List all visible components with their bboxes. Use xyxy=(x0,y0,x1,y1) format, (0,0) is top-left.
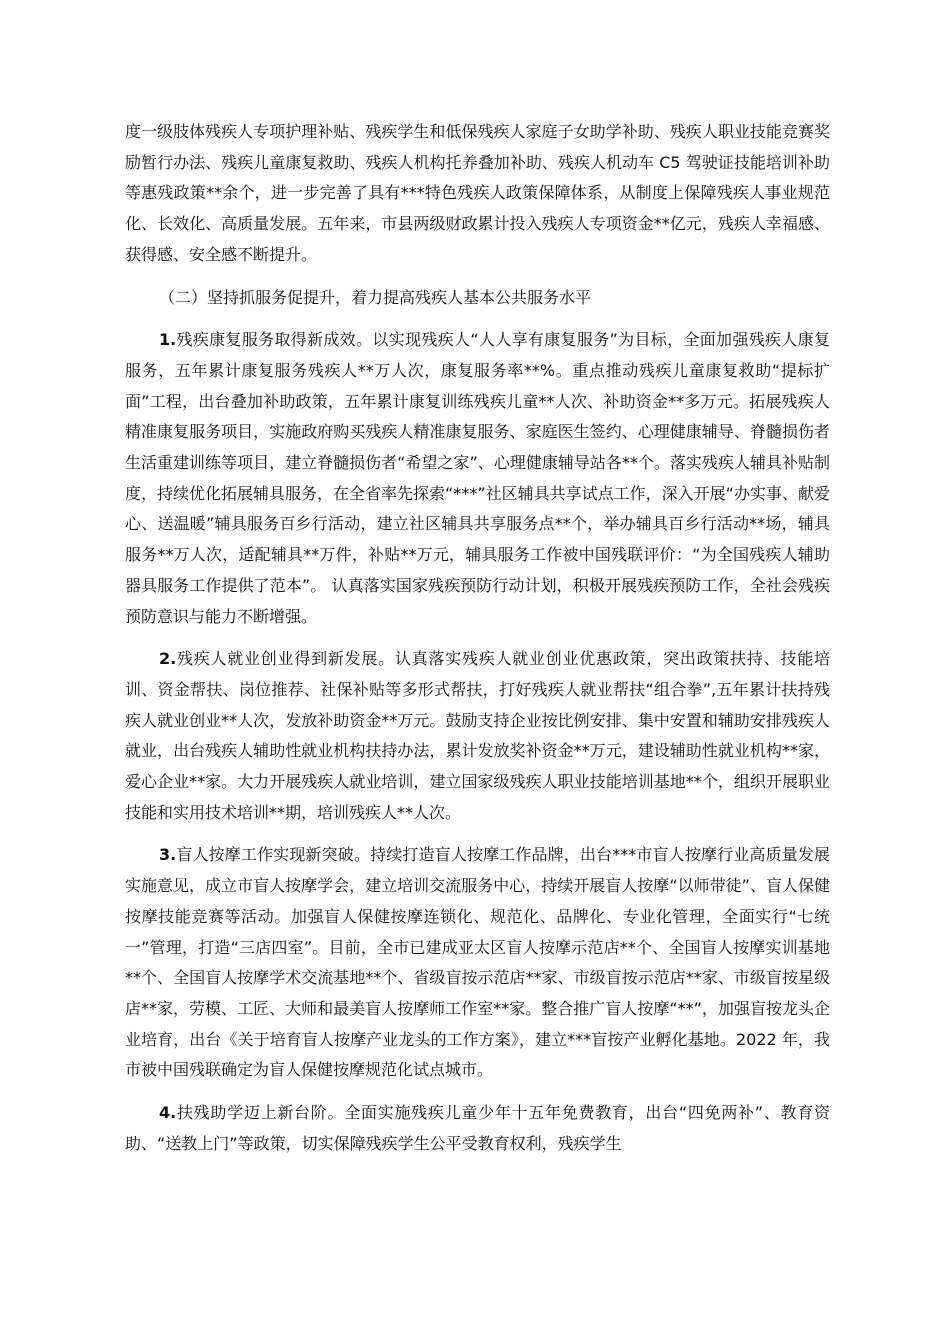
list-item xyxy=(125,325,830,632)
item-title: 残疾康复服务取得新成效。 xyxy=(176,330,373,350)
list-item xyxy=(125,644,830,828)
list-item xyxy=(125,1098,830,1159)
document-body xyxy=(125,117,830,1172)
item-number: 2. xyxy=(159,649,177,669)
item-body: 认真落实残疾人就业创业优惠政策，突出政策扶持、技能培训、资金帮扶、岗位推荐、社保补贴等多形式帮扶，打好残疾人就业帮扶“组合拳”,五年累计扶持残疾人就业创业**人次，发放补助资金**万元。鼓励支持企业按比例安排、集中安置和辅助安排残疾人就业，出台残疾人辅助性就业机构扶持办法，累计发放奖补资金**万元，建设辅助性就业机构**家，爱心企业**家。大力开展残疾人就业培训，建立国家级残疾人职业技能培训基地**个，组织开展职业技能和实用技术培训**期，培训残疾人**人次。 xyxy=(125,649,830,822)
item-body: 持续打造盲人按摩工作品牌，出台***市盲人按摩行业高质量发展实施意见，成立市盲人按摩学会，建立培训交流服务中心，持续开展盲人按摩“以师带徒”、盲人保健按摩技能竞赛等活动。加强盲人保健按摩连锁化、规范化、品牌化、专业化管理，全面实行“七统一”管理，打造“三店四室”。目前，全市已建成亚太区盲人按摩示范店**个、全国盲人按摩实训基地**个、全国盲人按摩学术交流基地**个、省级盲按示范店**家、市级盲按示范店**家、市级盲按星级店**家，劳模、工匠、大师和最美盲人按摩师工作室**家。整合推广盲人按摩“**”，加强盲按龙头企业培育，出台《关于培育盲人按摩产业龙头的工作方案》，建立***盲按产业孵化基地。2022 年，我市被中国残联确定为盲人保健按摩规范化试点城市。 xyxy=(125,845,830,1080)
item-number: 4. xyxy=(159,1103,177,1123)
item-number: 1. xyxy=(159,330,177,350)
paragraph-continuation xyxy=(125,117,830,271)
list-item xyxy=(125,840,830,1086)
item-body: 全面实施残疾儿童少年十五年免费教育，出台“四免两补”、教育资助、“送教上门”等政策，切实保障残疾学生公平受教育权利，残疾学生 xyxy=(125,1103,830,1153)
paragraph-text: 度一级肢体残疾人专项护理补贴、残疾学生和低保残疾人家庭子女助学补助、残疾人职业技能竞赛奖励暂行办法、残疾儿童康复救助、残疾人机构托养叠加补助、残疾人机动车 C5 驾驶证技能培训补助等惠残政策**余个，进一步完善了具有***特色残疾人政策保障体系，从制度上保障残疾人事业规范化、长效化、高质量发展。五年来，市县两级财政累计投入残疾人专项资金**亿元，残疾人幸福感、获得感、安全感不断提升。 xyxy=(125,122,830,264)
item-title: 盲人按摩工作实现新突破。 xyxy=(176,845,371,865)
item-number: 3. xyxy=(159,845,177,865)
section-heading-text: （二）坚持抓服务促提升，着力提高残疾人基本公共服务水平 xyxy=(159,287,592,307)
section-heading xyxy=(125,283,830,314)
item-title: 残疾人就业创业得到新发展。 xyxy=(176,649,395,669)
item-title: 扶残助学迈上新台阶。 xyxy=(176,1103,345,1123)
item-body: 以实现残疾人“人人享有康复服务”为目标，全面加强残疾人康复服务，五年累计康复服务残疾人**万人次，康复服务率**%。重点推动残疾儿童康复救助“提标扩面”工程，出台叠加补助政策，五年累计康复训练残疾儿童**人次、补助资金**多万元。拓展残疾人精准康复服务项目，实施政府购买残疾人精准康复服务、家庭医生签约、心理健康辅导、脊髓损伤者生活重建训练等项目，建立脊髓损伤者“希望之家”、心理健康辅导站各**个。落实残疾人辅具补贴制度，持续优化拓展辅具服务，在全省率先探索“***”社区辅具共享试点工作，深入开展“办实事、献爱心、送温暖”辅具服务百乡行活动，建立社区辅具共享服务点**个，举办辅具百乡行活动**场，辅具服务**万人次，适配辅具**万件，补贴**万元，辅具服务工作被中国残联评价：“为全国残疾人辅助器具服务工作提供了范本”。 认真落实国家残疾预防行动计划，积极开展残疾预防工作，全社会残疾预防意识与能力不断增强。 xyxy=(125,330,830,626)
